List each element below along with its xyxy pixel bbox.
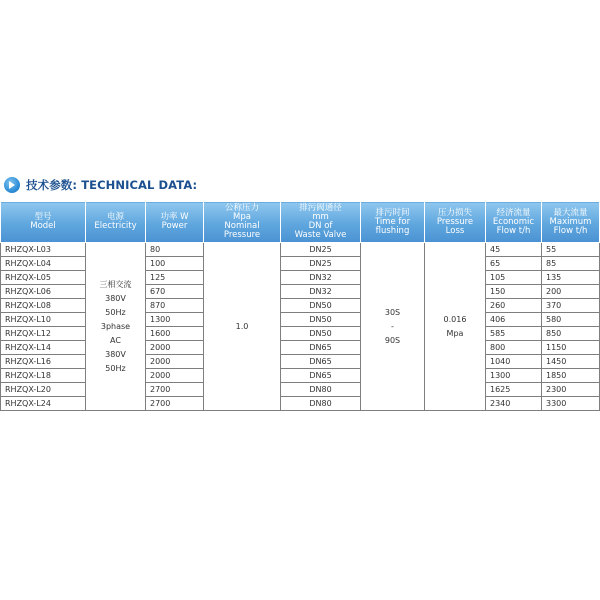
nominal-pressure-cell: 1.0 — [204, 243, 281, 411]
maximum-flow-cell: 1450 — [542, 355, 600, 369]
header-nominal-pressure: 公称压力 Mpa Nominal Pressure — [204, 202, 281, 243]
model-cell: RHZQX-L06 — [1, 285, 86, 299]
arrow-right-circle-icon — [4, 177, 20, 193]
maximum-flow-cell: 135 — [542, 271, 600, 285]
dn-cell: DN32 — [281, 285, 361, 299]
maximum-flow-cell: 200 — [542, 285, 600, 299]
model-cell: RHZQX-L03 — [1, 243, 86, 257]
pressure-loss-cell: 0.016 Mpa — [425, 243, 486, 411]
power-cell: 670 — [146, 285, 204, 299]
electricity-cell: 三相交流 380V 50Hz 3phase AC 380V 50Hz — [86, 243, 146, 411]
power-cell: 870 — [146, 299, 204, 313]
model-cell: RHZQX-L16 — [1, 355, 86, 369]
economic-flow-cell: 800 — [486, 341, 542, 355]
dn-cell: DN50 — [281, 299, 361, 313]
economic-flow-cell: 406 — [486, 313, 542, 327]
maximum-flow-cell: 55 — [542, 243, 600, 257]
dn-cell: DN50 — [281, 313, 361, 327]
dn-cell: DN32 — [281, 271, 361, 285]
economic-flow-cell: 2340 — [486, 397, 542, 411]
header-flushing-time: 排污时间 Time for flushing — [361, 202, 425, 243]
power-cell: 1600 — [146, 327, 204, 341]
section-heading — [4, 175, 197, 195]
dn-cell: DN65 — [281, 355, 361, 369]
header-economic-flow: 经济流量 Economic Flow t/h — [486, 202, 542, 243]
economic-flow-cell: 45 — [486, 243, 542, 257]
power-cell: 2700 — [146, 383, 204, 397]
maximum-flow-cell: 2300 — [542, 383, 600, 397]
power-cell: 2000 — [146, 369, 204, 383]
model-cell: RHZQX-L12 — [1, 327, 86, 341]
model-cell: RHZQX-L08 — [1, 299, 86, 313]
economic-flow-cell: 65 — [486, 257, 542, 271]
dn-cell: DN25 — [281, 243, 361, 257]
model-cell: RHZQX-L10 — [1, 313, 86, 327]
dn-cell: DN50 — [281, 327, 361, 341]
maximum-flow-cell: 3300 — [542, 397, 600, 411]
economic-flow-cell: 1625 — [486, 383, 542, 397]
model-cell: RHZQX-L18 — [1, 369, 86, 383]
economic-flow-cell: 585 — [486, 327, 542, 341]
model-cell: RHZQX-L05 — [1, 271, 86, 285]
model-cell: RHZQX-L14 — [1, 341, 86, 355]
maximum-flow-cell: 850 — [542, 327, 600, 341]
power-cell: 125 — [146, 271, 204, 285]
section-title: 技术参数: TECHNICAL DATA: — [26, 178, 198, 192]
dn-cell: DN80 — [281, 397, 361, 411]
header-maximum-flow: 最大流量 Maximum Flow t/h — [542, 202, 600, 243]
power-cell: 80 — [146, 243, 204, 257]
technical-data-table — [0, 201, 600, 411]
table-row — [1, 243, 600, 257]
dn-cell: DN80 — [281, 383, 361, 397]
power-cell: 1300 — [146, 313, 204, 327]
header-row — [1, 202, 600, 243]
dn-cell: DN65 — [281, 341, 361, 355]
economic-flow-cell: 105 — [486, 271, 542, 285]
economic-flow-cell: 150 — [486, 285, 542, 299]
maximum-flow-cell: 1150 — [542, 341, 600, 355]
header-power: 功率 W Power — [146, 202, 204, 243]
model-cell: RHZQX-L04 — [1, 257, 86, 271]
economic-flow-cell: 260 — [486, 299, 542, 313]
header-waste-valve: 排污阀通径 mm DN of Waste Valve — [281, 202, 361, 243]
dn-cell: DN25 — [281, 257, 361, 271]
header-pressure-loss: 压力损失 Pressure Loss — [425, 202, 486, 243]
power-cell: 2000 — [146, 341, 204, 355]
power-cell: 2000 — [146, 355, 204, 369]
model-cell: RHZQX-L20 — [1, 383, 86, 397]
power-cell: 2700 — [146, 397, 204, 411]
economic-flow-cell: 1040 — [486, 355, 542, 369]
dn-cell: DN65 — [281, 369, 361, 383]
maximum-flow-cell: 1850 — [542, 369, 600, 383]
flushing-time-cell: 30S - 90S — [361, 243, 425, 411]
maximum-flow-cell: 580 — [542, 313, 600, 327]
maximum-flow-cell: 85 — [542, 257, 600, 271]
model-cell: RHZQX-L24 — [1, 397, 86, 411]
maximum-flow-cell: 370 — [542, 299, 600, 313]
economic-flow-cell: 1300 — [486, 369, 542, 383]
header-model: 型号 Model — [1, 202, 86, 243]
power-cell: 100 — [146, 257, 204, 271]
header-electricity: 电源 Electricity — [86, 202, 146, 243]
